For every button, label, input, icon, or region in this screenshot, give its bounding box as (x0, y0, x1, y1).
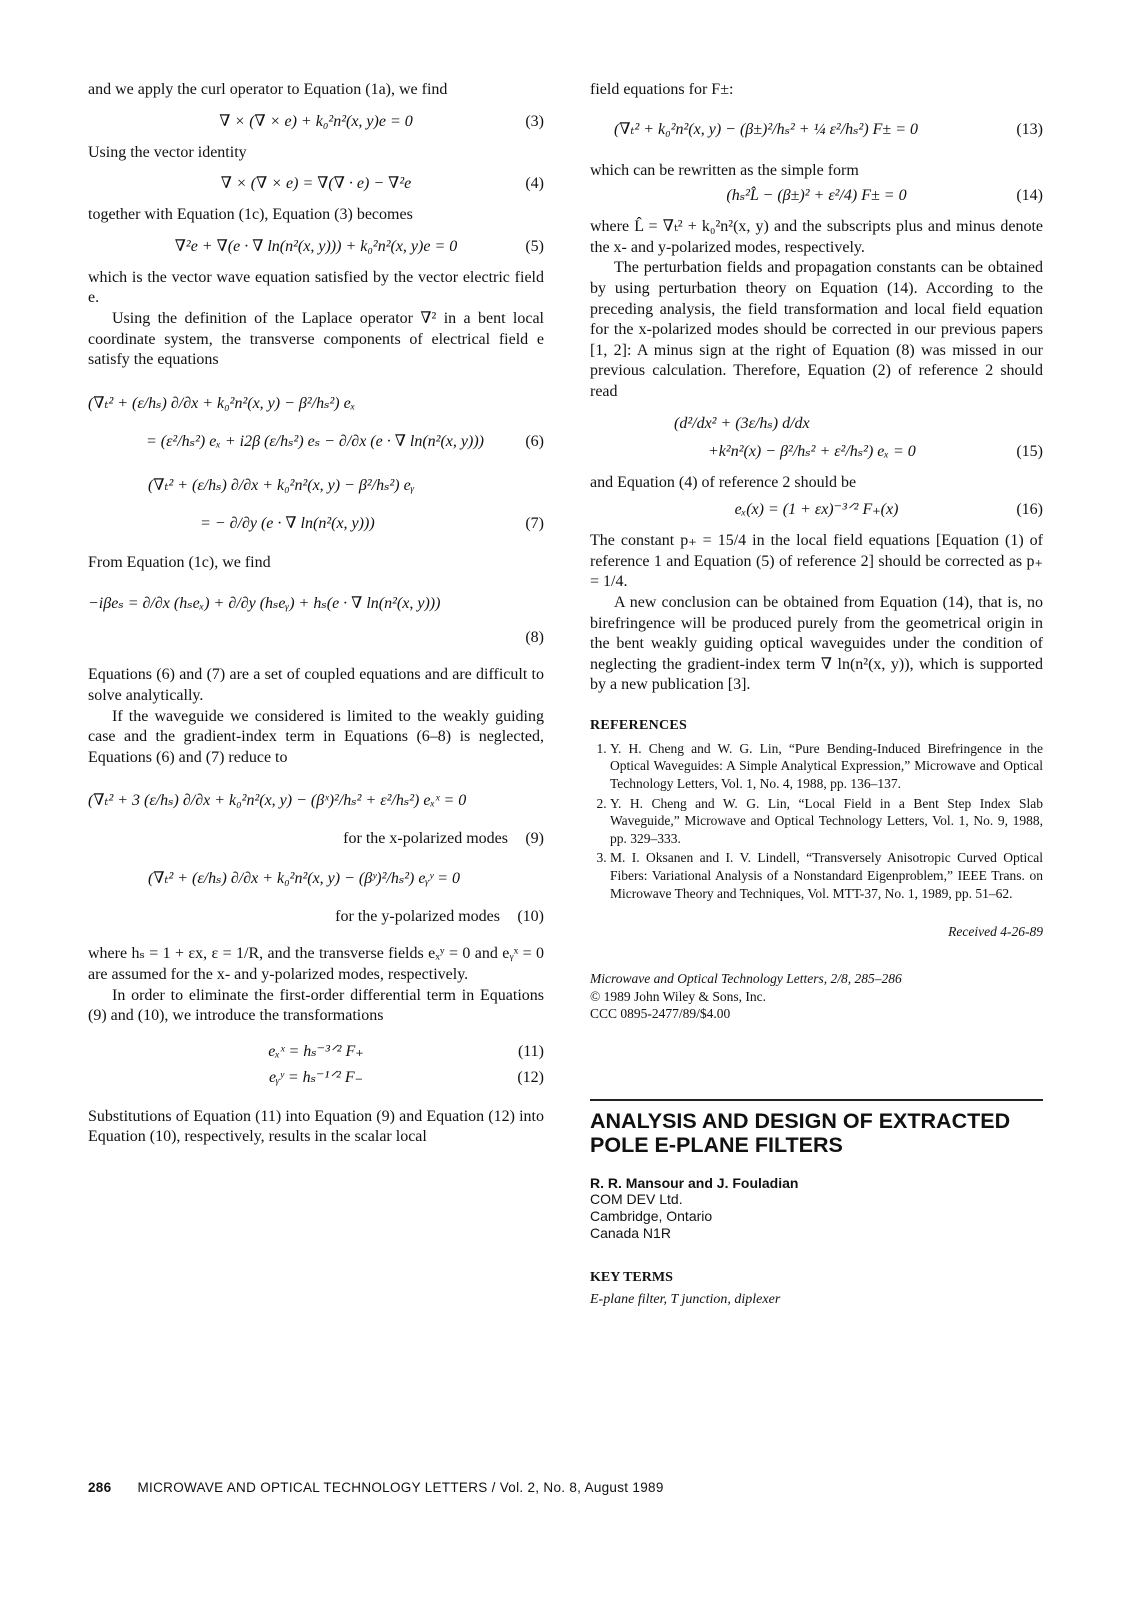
reference-list (590, 740, 1043, 902)
reference-item: 2. Y. H. Cheng and W. G. Lin, “Local Field in a Bent Step Index Slab Waveguide,” Microwave and Optical Technology Letters, Vol. 1, No. 9, 1988, pp. 329–333. (610, 795, 1043, 848)
publication-info (590, 970, 1043, 1023)
running-footer: MICROWAVE AND OPTICAL TECHNOLOGY LETTERS / Vol. 2, No. 8, August 1989 (137, 1480, 664, 1495)
equation-6: (∇ₜ² + (ε/hₛ) ∂/∂x + k₀²n²(x, y) − β²/hₛ²) eₓ (6) = (ε²/hₛ²) eₓ + i2β (ε/hₛ²) eₛ − ∂/∂x (e · ∇ ln(n²(x, y))) (88, 394, 544, 450)
paragraph: Using the vector identity (88, 143, 247, 161)
paragraph: which can be rewritten as the simple form (590, 161, 859, 179)
right-column (590, 80, 1043, 1308)
key-terms: E-plane filter, T junction, diplexer (590, 1292, 781, 1307)
received-date: Received 4-26-89 (948, 924, 1043, 940)
paragraph: In order to eliminate the first-order differential term in Equations (9) and (10), we introduce the transformations (88, 986, 544, 1025)
paragraph: together with Equation (1c), Equation (3) becomes (88, 206, 413, 224)
paragraph: field equations for F±: (590, 81, 734, 98)
paragraph: From Equation (1c), we find (88, 553, 271, 571)
paragraph: The perturbation fields and propagation constants can be obtained by using perturbation theory on Equation (14). According to the preceding analysis, the field transformation and local field equation for the x-polarized modes should be corrected in our previous papers [1, 2]: A minus sign at the right of Equation (8) was missed in our previous calculation. Therefore, Equation (2) of reference 2 should read (590, 259, 1043, 400)
paragraph: If the waveguide we considered is limited to the weakly guiding case and the gradient-index term in Equations (6–8) is neglected, Equations (6) and (7) reduce to (88, 707, 544, 766)
article-title: ANALYSIS AND DESIGN OF EXTRACTED POLE E-PLANE FILTERS (590, 1109, 1011, 1157)
journal-citation: Microwave and Optical Technology Letters, 2/8, 285–286 (590, 971, 902, 987)
article-authors: R. R. Mansour and J. Fouladian (590, 1175, 799, 1191)
equation-5: (5) ∇²e + ∇(e · ∇ ln(n²(x, y))) + k₀²n²(x, y)e = 0 (174, 237, 544, 255)
reference-item: 1. Y. H. Cheng and W. G. Lin, “Pure Bending-Induced Birefringence in the Optical Waveguides: A Simple Analytical Expression,” Microwave and Optical Technology Letters, Vol. 1, No. 4, 1988, pp. 136–137. (610, 740, 1043, 793)
paragraph: A new conclusion can be obtained from Equation (14), that is, no birefringence will be produced purely from the geometrical origin in the bent weakly guiding optical waveguides under the condition of neglecting the gradient-index term ∇ ln(n²(x, y)), which is supported by a new publication [3]. (590, 593, 1043, 694)
equation-16: (16) eₓ(x) = (1 + εx)⁻³ᐟ² F₊(x) (734, 501, 1043, 519)
affiliation: COM DEV Ltd. Cambridge, Ontario Canada N1R (590, 1191, 713, 1241)
equation-12: (12) eᵧʸ = hₛ⁻¹ᐟ² F₋ (268, 1068, 544, 1086)
article-divider (590, 1099, 1043, 1101)
reference-item: 3. M. I. Oksanen and I. V. Lindell, “Transversely Anisotropic Curved Optical Fibers: Variational Analysis of a Nonstandard Eigenproblem,” IEEE Trans. on Microwave Theory and Techniques, Vol. MTT-37, No. 1, 1989, pp. 51–62. (610, 849, 1043, 902)
equation-11: (11) eₓˣ = hₛ⁻³ᐟ² F₊ (268, 1042, 544, 1060)
equation-13: (13) (∇ₜ² + k₀²n²(x, y) − (β±)²/hₛ² + ¼ ε²/hₛ²) F± = 0 (614, 120, 1043, 138)
equation-9: (∇ₜ² + 3 (ε/hₛ) ∂/∂x + k₀²n²(x, y) − (βˣ)²/hₛ² + ε²/hₛ²) eₓˣ = 0 (9) for the x-polarized modes (88, 792, 544, 848)
left-column (88, 80, 544, 1148)
page-footer (88, 1480, 1048, 1495)
paragraph: which is the vector wave equation satisfied by the vector electric field e. (88, 268, 544, 307)
page-number: 286 (88, 1480, 112, 1495)
equation-7: (∇ₜ² + (ε/hₛ) ∂/∂x + k₀²n²(x, y) − β²/hₛ²) eᵧ (7) = − ∂/∂y (e · ∇ ln(n²(x, y))) (148, 476, 544, 532)
equation-14: (14) (hₛ²L̂ − (β±)² + ε²/4) F± = 0 (726, 187, 1043, 205)
key-terms-heading: KEY TERMS (590, 1270, 673, 1285)
paragraph: The constant p₊ = 15/4 in the local field equations [Equation (1) of reference 1 and Equation (5) of reference 2] should be corrected as p₊ = 1/4. (590, 532, 1043, 591)
equation-4: (4) ∇ × (∇ × e) = ∇(∇ · e) − ∇²e (220, 175, 544, 193)
references-heading: REFERENCES (590, 717, 688, 733)
paragraph: and Equation (4) of reference 2 should be (590, 473, 857, 491)
paragraph: where L̂ = ∇ₜ² + k₀²n²(x, y) and the subscripts plus and minus denote the x- and y-polarized modes, respectively. (590, 218, 1043, 256)
equation-15: (d²/dx² + (3ε/hₛ) d/dx (15) +k²n²(x) − β²/hₛ² + ε²/hₛ²) eₓ = 0 (674, 414, 1043, 460)
paragraph: Substitutions of Equation (11) into Equation (9) and Equation (12) into Equation (10), respectively, results in the scalar local (88, 1107, 544, 1146)
paragraph: Equations (6) and (7) are a set of coupled equations and are difficult to solve analytically. (88, 666, 544, 704)
equation-10: (∇ₜ² + (ε/hₛ) ∂/∂x + k₀²n²(x, y) − (βʸ)²/hₛ²) eᵧʸ = 0 (10) for the y-polarized modes (148, 870, 544, 926)
equation-3: (3) ∇ × (∇ × e) + k₀²n²(x, y)e = 0 (219, 112, 544, 130)
paragraph: where hₛ = 1 + εx, ε = 1/R, and the transverse fields eₓʸ = 0 and eᵧˣ = 0 are assumed for the x- and y-polarized modes, respectively. (88, 945, 544, 983)
copyright: © 1989 John Wiley & Sons, Inc. (590, 988, 766, 1004)
paragraph: Using the definition of the Laplace operator ∇² in a bent local coordinate system, the transverse components of electrical field e satisfy the equations (88, 309, 544, 369)
ccc-code: CCC 0895-2477/89/$4.00 (590, 1006, 731, 1022)
equation-8: −iβeₛ = ∂/∂x (hₛeₓ) + ∂/∂y (hₛeᵧ) + hₛ(e · ∇ ln(n²(x, y))) (8) (88, 595, 544, 647)
paragraph: and we apply the curl operator to Equation (1a), we find (88, 81, 448, 98)
